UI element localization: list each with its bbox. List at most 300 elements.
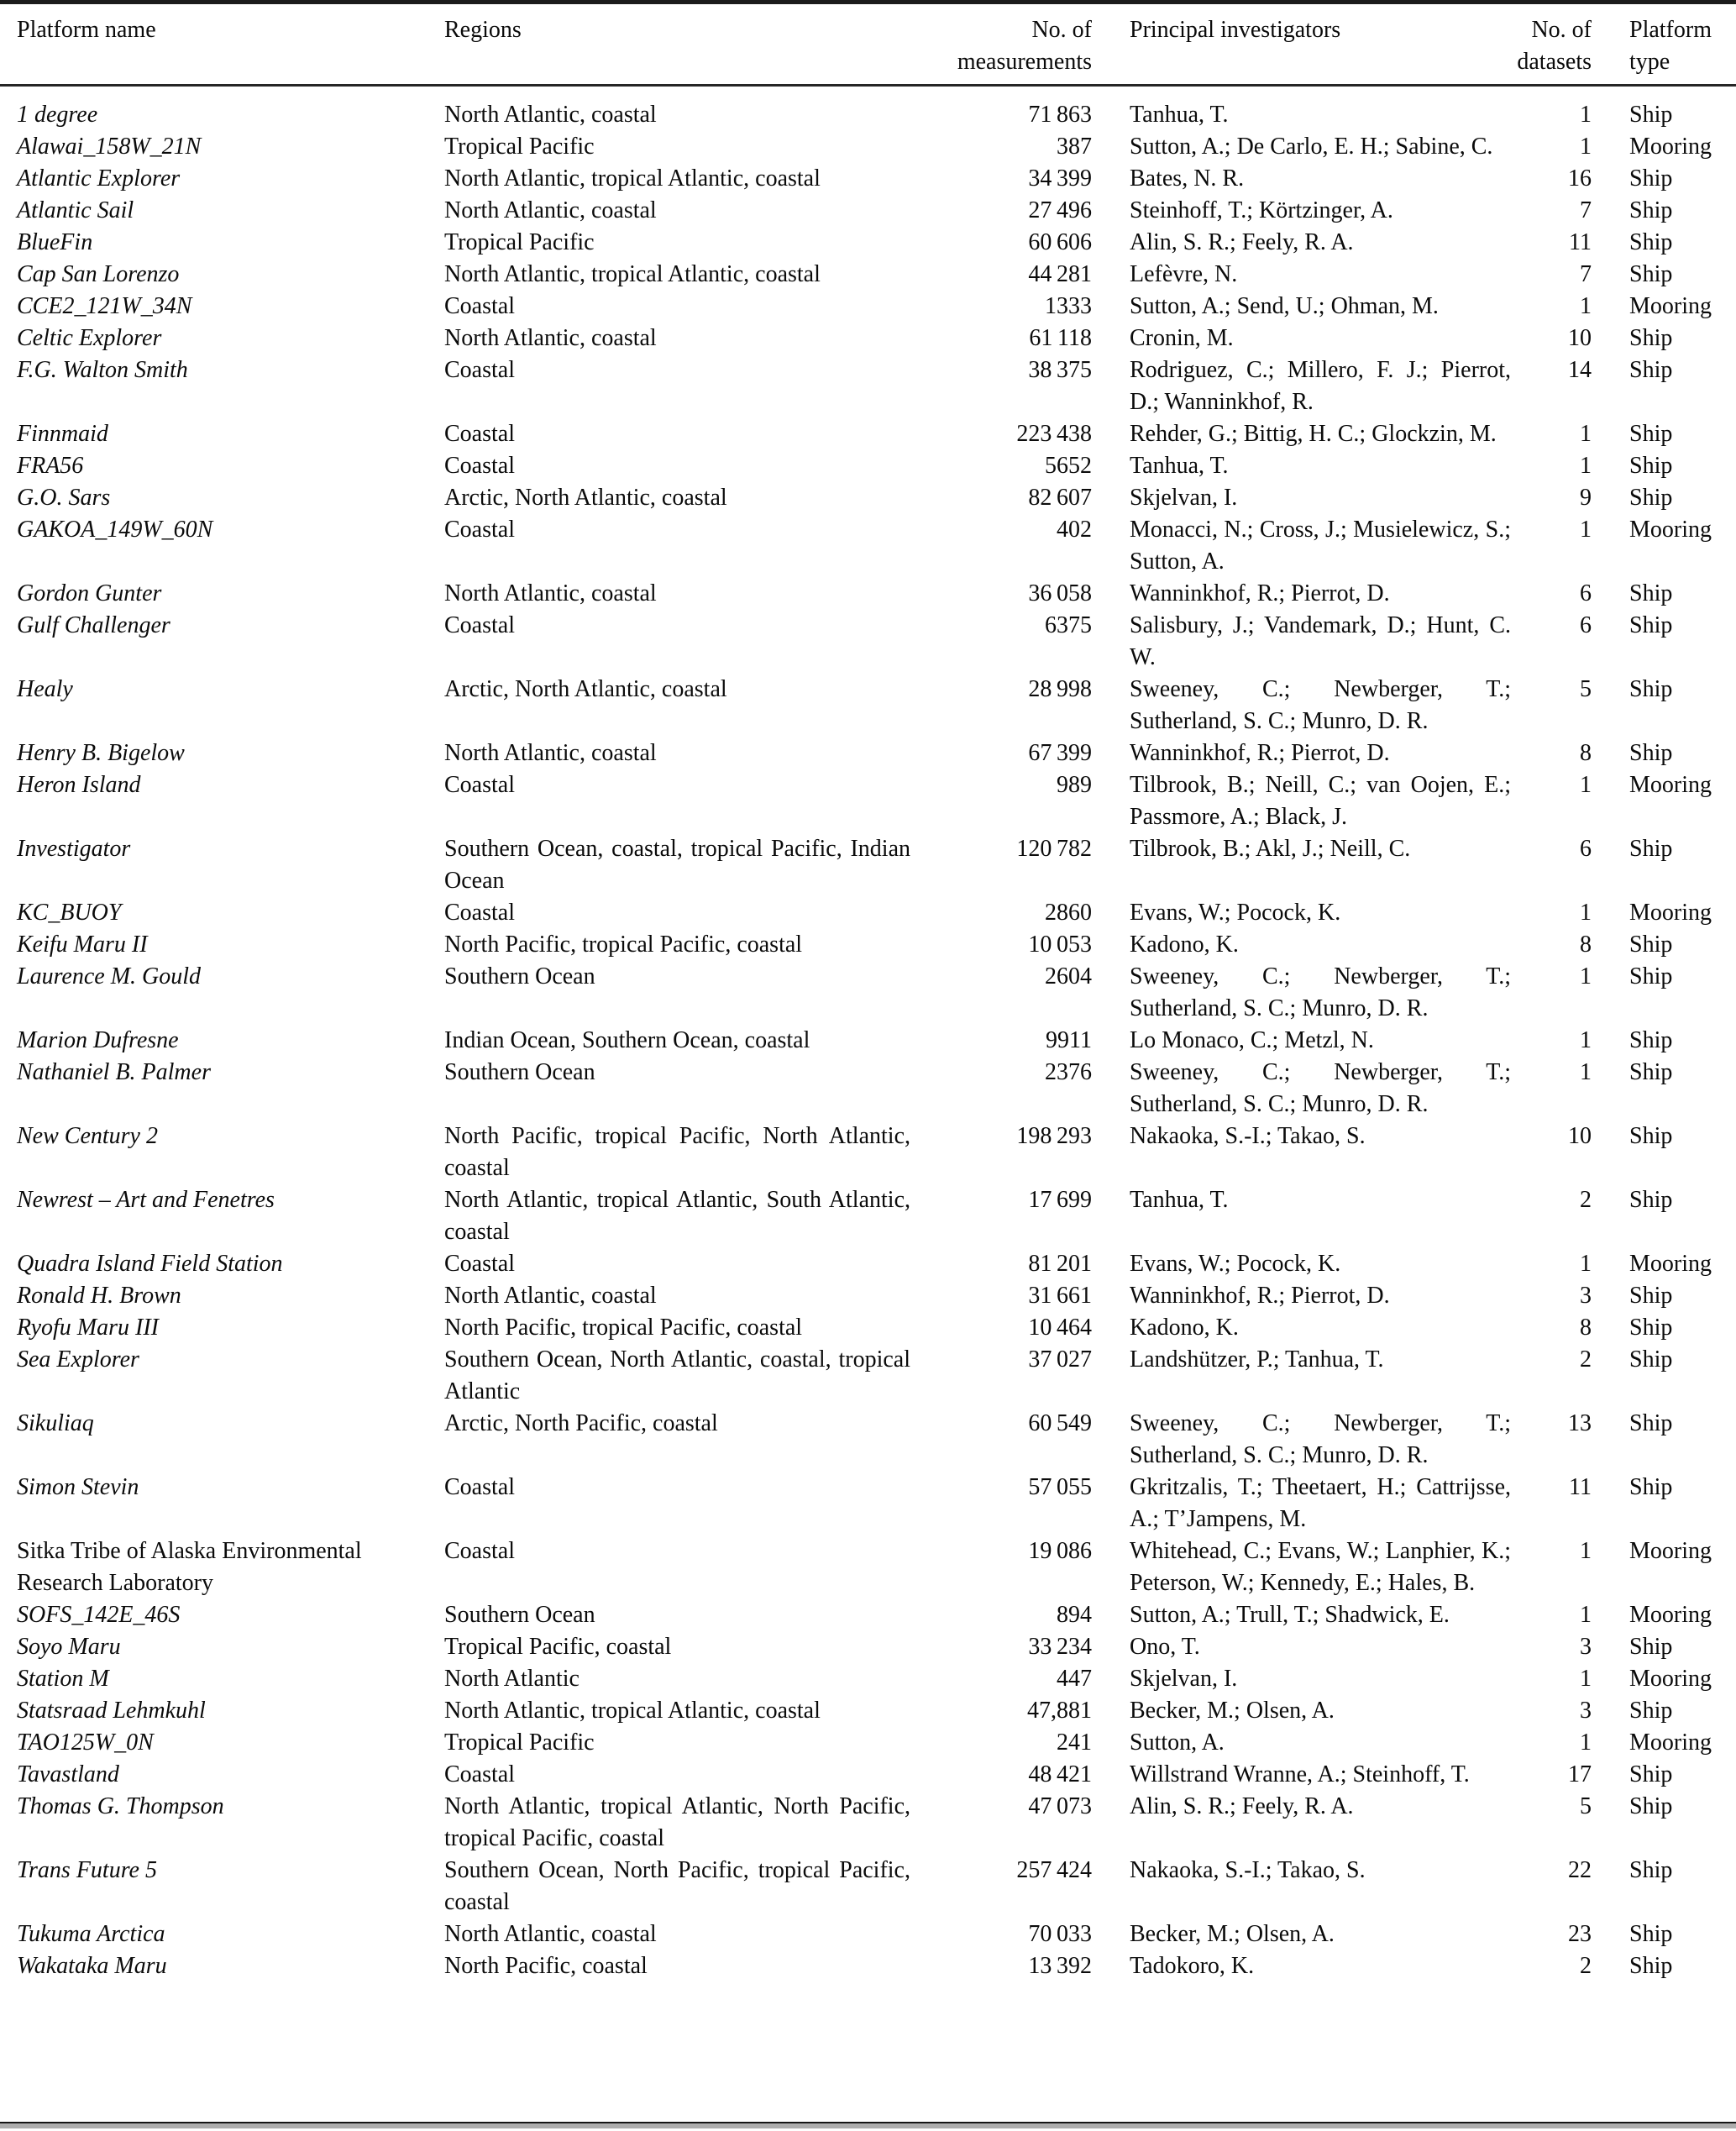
platform-name-cell: Gulf Challenger	[17, 612, 170, 638]
datasets-count-cell: 1	[1580, 900, 1592, 926]
regions-cell: North Atlantic, coastal	[444, 325, 657, 351]
measurements-count-cell: 10 464	[1028, 1315, 1092, 1341]
measurements-count-cell: 60 606	[1028, 229, 1092, 255]
platform-name-cell: Atlantic Explorer	[17, 165, 181, 192]
platform-name-cell: Atlantic Sail	[17, 197, 134, 223]
platform-name-cell: Laurence M. Gould	[17, 963, 202, 989]
measurements-count-cell: 2860	[1045, 900, 1092, 926]
datasets-count-cell: 2	[1580, 1953, 1592, 1979]
principal-investigators-cell: Becker, M.; Olsen, A.	[1130, 1921, 1335, 1947]
table-row	[17, 1918, 1736, 1950]
platform-name-cell: Nathaniel B. Palmer	[17, 1059, 211, 1085]
platform-type-cell: Ship	[1629, 1187, 1673, 1213]
column-header-line: No. of	[1531, 17, 1592, 43]
table-row	[17, 1472, 1736, 1535]
table-row	[17, 1631, 1736, 1663]
measurements-count-cell: 989	[1057, 772, 1092, 798]
datasets-count-cell: 1	[1580, 421, 1592, 447]
principal-investigators-cell: Salisbury, J.; Vandemark, D.; Hunt, C. W.	[1130, 612, 1511, 670]
column-header-line: measurements	[957, 49, 1092, 75]
measurements-count-cell: 447	[1057, 1666, 1092, 1692]
measurements-count-cell: 6375	[1045, 612, 1092, 638]
table-row	[17, 1184, 1736, 1248]
measurements-count-cell: 1333	[1045, 293, 1092, 319]
measurements-count-cell: 67 399	[1028, 740, 1092, 766]
table-header-row	[0, 4, 1736, 78]
platform-name-cell: FRA56	[17, 453, 84, 479]
measurements-count-cell: 57 055	[1028, 1474, 1092, 1500]
table-row	[17, 1759, 1736, 1791]
measurements-count-cell: 34 399	[1028, 165, 1092, 192]
table-row	[17, 961, 1736, 1025]
regions-cell: Arctic, North Atlantic, coastal	[444, 676, 727, 702]
measurements-count-cell: 60 549	[1028, 1410, 1092, 1436]
platform-type-cell: Mooring	[1629, 1602, 1712, 1628]
table-row	[17, 1791, 1736, 1855]
platform-name-cell: Investigator	[17, 836, 131, 862]
principal-investigators-cell: Tanhua, T.	[1130, 102, 1229, 128]
principal-investigators-cell: Lefèvre, N.	[1130, 261, 1238, 287]
platform-name-cell: 1 degree	[17, 102, 98, 128]
datasets-count-cell: 7	[1580, 197, 1592, 223]
table-row	[17, 1950, 1736, 1982]
measurements-count-cell: 387	[1057, 134, 1092, 160]
principal-investigators-cell: Tilbrook, B.; Akl, J.; Neill, C.	[1130, 836, 1411, 862]
table-row	[17, 769, 1736, 833]
table-row	[17, 1535, 1736, 1599]
platform-name-cell: Marion Dufresne	[17, 1027, 179, 1053]
table-row	[17, 354, 1736, 418]
column-header-line	[17, 46, 444, 78]
regions-cell: North Pacific, tropical Pacific, North Atlantic, coastal	[444, 1123, 910, 1181]
principal-investigators-cell: Evans, W.; Pocock, K.	[1130, 1251, 1341, 1277]
platform-name-cell: Henry B. Bigelow	[17, 740, 185, 766]
column-header-line	[1130, 46, 1516, 78]
platform-type-cell: Ship	[1629, 421, 1673, 447]
measurements-count-cell: 13 392	[1028, 1953, 1092, 1979]
principal-investigators-cell: Evans, W.; Pocock, K.	[1130, 900, 1341, 926]
datasets-count-cell: 1	[1580, 102, 1592, 128]
regions-cell: North Atlantic, tropical Atlantic, coastal	[444, 165, 821, 192]
platform-name-cell: Statsraad Lehmkuhl	[17, 1698, 206, 1724]
datasets-count-cell: 1	[1580, 1059, 1592, 1085]
datasets-count-cell: 11	[1569, 1474, 1592, 1500]
measurements-count-cell: 36 058	[1028, 580, 1092, 606]
principal-investigators-cell: Whitehead, C.; Evans, W.; Lanphier, K.; Peterson, W.; Kennedy, E.; Hales, B.	[1130, 1538, 1511, 1596]
datasets-count-cell: 10	[1568, 325, 1592, 351]
platform-type-cell: Ship	[1629, 1698, 1673, 1724]
regions-cell: North Atlantic, coastal	[444, 102, 657, 128]
principal-investigators-cell: Tadokoro, K.	[1130, 1953, 1255, 1979]
platform-type-cell: Ship	[1629, 1346, 1673, 1373]
principal-investigators-cell: Sutton, A.; Send, U.; Ohman, M.	[1130, 293, 1439, 319]
platform-type-cell: Ship	[1629, 963, 1673, 989]
principal-investigators-cell: Sutton, A.; Trull, T.; Shadwick, E.	[1130, 1602, 1450, 1628]
datasets-count-cell: 1	[1580, 1027, 1592, 1053]
measurements-count-cell: 28 998	[1028, 676, 1092, 702]
platform-name-cell: BlueFin	[17, 229, 93, 255]
platform-name-cell: Sitka Tribe of Alaska Environmental Research Laboratory	[17, 1538, 362, 1596]
regions-cell: North Pacific, tropical Pacific, coastal	[444, 1315, 803, 1341]
column-header-principal-investigators	[1092, 14, 1516, 78]
regions-cell: Southern Ocean	[444, 1602, 595, 1628]
platform-name-cell: GAKOA_149W_60N	[17, 517, 213, 543]
principal-investigators-cell: Ono, T.	[1130, 1634, 1200, 1660]
measurements-count-cell: 44 281	[1028, 261, 1092, 287]
measurements-count-cell: 2376	[1045, 1059, 1092, 1085]
datasets-count-cell: 6	[1580, 580, 1592, 606]
principal-investigators-cell: Sweeney, C.; Newberger, T.; Sutherland, S. C.; Munro, D. R.	[1130, 676, 1511, 734]
table-row	[17, 1057, 1736, 1121]
table-row	[17, 674, 1736, 737]
column-header-platform-type	[1592, 14, 1736, 78]
datasets-count-cell: 1	[1580, 134, 1592, 160]
datasets-count-cell: 8	[1580, 932, 1592, 958]
datasets-count-cell: 1	[1580, 293, 1592, 319]
measurements-count-cell: 47 073	[1028, 1793, 1092, 1819]
platform-name-cell: Thomas G. Thompson	[17, 1793, 224, 1819]
platform-type-cell: Ship	[1629, 1921, 1673, 1947]
platform-name-cell: KC_BUOY	[17, 900, 122, 926]
table-row	[17, 99, 1736, 131]
regions-cell: North Atlantic, coastal	[444, 1921, 657, 1947]
regions-cell: North Atlantic, coastal	[444, 580, 657, 606]
regions-cell: Coastal	[444, 900, 515, 926]
datasets-count-cell: 1	[1580, 1666, 1592, 1692]
column-header-line	[444, 46, 915, 78]
platform-name-cell: Gordon Gunter	[17, 580, 162, 606]
platform-name-cell: Celtic Explorer	[17, 325, 162, 351]
platform-name-cell: Healy	[17, 676, 73, 702]
platform-name-cell: Simon Stevin	[17, 1474, 139, 1500]
measurements-count-cell: 31 661	[1028, 1283, 1092, 1309]
principal-investigators-cell: Skjelvan, I.	[1130, 1666, 1238, 1692]
platform-type-cell: Mooring	[1629, 772, 1712, 798]
platform-type-cell: Mooring	[1629, 1666, 1712, 1692]
measurements-count-cell: 894	[1057, 1602, 1092, 1628]
table-row	[17, 929, 1736, 961]
table-bottom-rule	[0, 2122, 1736, 2128]
platform-type-cell: Ship	[1629, 165, 1673, 192]
platform-name-cell: Soyo Maru	[17, 1634, 121, 1660]
platform-name-cell: Station M	[17, 1666, 109, 1692]
table-row	[17, 227, 1736, 259]
platform-name-cell: TAO125W_0N	[17, 1729, 154, 1756]
regions-cell: Tropical Pacific	[444, 1729, 595, 1756]
measurements-count-cell: 402	[1057, 517, 1092, 543]
table-row	[17, 1312, 1736, 1344]
principal-investigators-cell: Alin, S. R.; Feely, R. A.	[1130, 229, 1354, 255]
measurements-count-cell: 120 782	[1016, 836, 1092, 862]
measurements-count-cell: 61 118	[1029, 325, 1092, 351]
table-row	[17, 1344, 1736, 1408]
platform-type-cell: Ship	[1629, 357, 1673, 383]
principal-investigators-cell: Steinhoff, T.; Körtzinger, A.	[1130, 197, 1393, 223]
platform-type-cell: Ship	[1629, 1283, 1673, 1309]
regions-cell: North Atlantic, tropical Atlantic, South Atlantic, coastal	[444, 1187, 910, 1245]
platform-type-cell: Mooring	[1629, 517, 1712, 543]
regions-cell: North Atlantic, tropical Atlantic, coastal	[444, 1698, 821, 1724]
datasets-count-cell: 11	[1569, 229, 1592, 255]
datasets-count-cell: 5	[1580, 676, 1592, 702]
platform-type-cell: Ship	[1629, 1953, 1673, 1979]
platform-type-cell: Ship	[1629, 740, 1673, 766]
datasets-count-cell: 9	[1580, 485, 1592, 511]
principal-investigators-cell: Wanninkhof, R.; Pierrot, D.	[1130, 740, 1390, 766]
platform-type-cell: Ship	[1629, 1315, 1673, 1341]
platform-name-cell: CCE2_121W_34N	[17, 293, 192, 319]
platform-name-cell: Wakataka Maru	[17, 1953, 167, 1979]
platform-type-cell: Ship	[1629, 1857, 1673, 1883]
platform-name-cell: Sea Explorer	[17, 1346, 139, 1373]
regions-cell: North Pacific, coastal	[444, 1953, 648, 1979]
measurements-count-cell: 241	[1057, 1729, 1092, 1756]
regions-cell: Tropical Pacific	[444, 134, 595, 160]
platform-name-cell: Trans Future 5	[17, 1857, 157, 1883]
datasets-count-cell: 1	[1580, 772, 1592, 798]
datasets-count-cell: 1	[1580, 1729, 1592, 1756]
platform-type-cell: Mooring	[1629, 293, 1712, 319]
platform-type-cell: Ship	[1629, 1027, 1673, 1053]
measurements-count-cell: 27 496	[1028, 197, 1092, 223]
regions-cell: Southern Ocean, North Atlantic, coastal, tropical Atlantic	[444, 1346, 910, 1404]
platform-type-cell: Ship	[1629, 836, 1673, 862]
regions-cell: Coastal	[444, 1474, 515, 1500]
datasets-count-cell: 16	[1568, 165, 1592, 192]
datasets-count-cell: 1	[1580, 1251, 1592, 1277]
regions-cell: Coastal	[444, 357, 515, 383]
datasets-count-cell: 3	[1580, 1634, 1592, 1660]
platform-name-cell: Cap San Lorenzo	[17, 261, 180, 287]
measurements-count-cell: 70 033	[1028, 1921, 1092, 1947]
table-row	[17, 514, 1736, 578]
table-row	[17, 291, 1736, 323]
datasets-count-cell: 13	[1568, 1410, 1592, 1436]
table-row	[17, 1599, 1736, 1631]
principal-investigators-cell: Sweeney, C.; Newberger, T.; Sutherland, S. C.; Munro, D. R.	[1130, 963, 1511, 1021]
column-header-line: Regions	[444, 17, 522, 43]
table-row	[17, 1121, 1736, 1184]
regions-cell: North Atlantic, tropical Atlantic, North Pacific, tropical Pacific, coastal	[444, 1793, 910, 1851]
principal-investigators-cell: Sweeney, C.; Newberger, T.; Sutherland, S. C.; Munro, D. R.	[1130, 1059, 1511, 1117]
table-row	[17, 1248, 1736, 1280]
principal-investigators-cell: Bates, N. R.	[1130, 165, 1245, 192]
measurements-count-cell: 2604	[1045, 963, 1092, 989]
platform-type-cell: Ship	[1629, 485, 1673, 511]
table-row	[17, 897, 1736, 929]
regions-cell: Coastal	[444, 612, 515, 638]
principal-investigators-cell: Tanhua, T.	[1130, 453, 1229, 479]
principal-investigators-cell: Rodriguez, C.; Millero, F. J.; Pierrot, D.; Wanninkhof, R.	[1130, 357, 1511, 415]
regions-cell: Coastal	[444, 1251, 515, 1277]
principal-investigators-cell: Kadono, K.	[1130, 1315, 1239, 1341]
measurements-count-cell: 81 201	[1028, 1251, 1092, 1277]
platform-type-cell: Ship	[1629, 1059, 1673, 1085]
table-row	[17, 1855, 1736, 1918]
measurements-count-cell: 223 438	[1016, 421, 1092, 447]
measurements-count-cell: 9911	[1046, 1027, 1092, 1053]
platform-type-cell: Ship	[1629, 1793, 1673, 1819]
datasets-count-cell: 1	[1580, 517, 1592, 543]
table-row	[17, 1025, 1736, 1057]
platform-type-cell: Ship	[1629, 102, 1673, 128]
principal-investigators-cell: Becker, M.; Olsen, A.	[1130, 1698, 1335, 1724]
measurements-count-cell: 71 863	[1028, 102, 1092, 128]
platform-name-cell: F.G. Walton Smith	[17, 357, 188, 383]
regions-cell: North Atlantic, coastal	[444, 197, 657, 223]
table-row	[17, 1663, 1736, 1695]
regions-cell: Tropical Pacific	[444, 229, 595, 255]
platform-name-cell: Heron Island	[17, 772, 141, 798]
platform-type-cell: Ship	[1629, 676, 1673, 702]
regions-cell: North Pacific, tropical Pacific, coastal	[444, 932, 803, 958]
platform-name-cell: Quadra Island Field Station	[17, 1251, 283, 1277]
table-row	[17, 833, 1736, 897]
table-row	[17, 418, 1736, 450]
column-header-regions	[444, 14, 915, 78]
principal-investigators-cell: Sutton, A.; De Carlo, E. H.; Sabine, C.	[1130, 134, 1493, 160]
principal-investigators-cell: Tilbrook, B.; Neill, C.; van Oojen, E.; Passmore, A.; Black, J.	[1130, 772, 1511, 830]
platform-type-cell: Ship	[1629, 612, 1673, 638]
regions-cell: Arctic, North Atlantic, coastal	[444, 485, 727, 511]
table-row	[17, 131, 1736, 163]
datasets-count-cell: 8	[1580, 1315, 1592, 1341]
regions-cell: Arctic, North Pacific, coastal	[444, 1410, 718, 1436]
datasets-count-cell: 22	[1568, 1857, 1592, 1883]
table-row	[17, 195, 1736, 227]
platform-name-cell: SOFS_142E_46S	[17, 1602, 181, 1628]
principal-investigators-cell: Kadono, K.	[1130, 932, 1239, 958]
datasets-count-cell: 23	[1568, 1921, 1592, 1947]
platform-name-cell: Ryofu Maru III	[17, 1315, 159, 1341]
regions-cell: Coastal	[444, 772, 515, 798]
datasets-count-cell: 2	[1580, 1346, 1592, 1373]
measurements-count-cell: 37 027	[1028, 1346, 1092, 1373]
measurements-count-cell: 38 375	[1028, 357, 1092, 383]
platform-type-cell: Ship	[1629, 197, 1673, 223]
platform-type-cell: Mooring	[1629, 900, 1712, 926]
datasets-count-cell: 1	[1580, 963, 1592, 989]
principal-investigators-cell: Cronin, M.	[1130, 325, 1234, 351]
measurements-count-cell: 198 293	[1016, 1123, 1092, 1149]
datasets-count-cell: 6	[1580, 836, 1592, 862]
table-row	[17, 1280, 1736, 1312]
regions-cell: Southern Ocean	[444, 1059, 595, 1085]
measurements-count-cell: 82 607	[1028, 485, 1092, 511]
datasets-count-cell: 8	[1580, 740, 1592, 766]
platform-type-cell: Mooring	[1629, 1729, 1712, 1756]
regions-cell: Coastal	[444, 517, 515, 543]
table-row	[17, 1727, 1736, 1759]
datasets-count-cell: 1	[1580, 1538, 1592, 1564]
regions-cell: Indian Ocean, Southern Ocean, coastal	[444, 1027, 810, 1053]
datasets-count-cell: 14	[1568, 357, 1592, 383]
column-header-line: type	[1629, 49, 1670, 75]
column-header-line: No. of	[1031, 17, 1092, 43]
platform-type-cell: Ship	[1629, 229, 1673, 255]
principal-investigators-cell: Willstrand Wranne, A.; Steinhoff, T.	[1130, 1761, 1470, 1787]
platform-type-cell: Ship	[1629, 1634, 1673, 1660]
platform-name-cell: Finnmaid	[17, 421, 108, 447]
column-header-line: Principal investigators	[1130, 17, 1341, 43]
measurements-count-cell: 10 053	[1028, 932, 1092, 958]
table-row	[17, 450, 1736, 482]
measurements-count-cell: 48 421	[1028, 1761, 1092, 1787]
platform-name-cell: Tukuma Arctica	[17, 1921, 165, 1947]
datasets-count-cell: 1	[1580, 1602, 1592, 1628]
datasets-count-cell: 3	[1580, 1283, 1592, 1309]
regions-cell: North Atlantic, tropical Atlantic, coastal	[444, 261, 821, 287]
platform-type-cell: Mooring	[1629, 1538, 1712, 1564]
column-header-line: datasets	[1517, 49, 1592, 75]
platform-type-cell: Ship	[1629, 261, 1673, 287]
measurements-count-cell: 5652	[1045, 453, 1092, 479]
regions-cell: Southern Ocean	[444, 963, 595, 989]
platform-name-cell: G.O. Sars	[17, 485, 111, 511]
table-row	[17, 259, 1736, 291]
principal-investigators-cell: Landshützer, P.; Tanhua, T.	[1130, 1346, 1384, 1373]
platform-type-cell: Ship	[1629, 1410, 1673, 1436]
regions-cell: Southern Ocean, North Pacific, tropical Pacific, coastal	[444, 1857, 910, 1915]
datasets-count-cell: 10	[1568, 1123, 1592, 1149]
platform-type-cell: Mooring	[1629, 134, 1712, 160]
regions-cell: North Atlantic	[444, 1666, 580, 1692]
principal-investigators-cell: Nakaoka, S.-I.; Takao, S.	[1130, 1857, 1366, 1883]
platform-type-cell: Ship	[1629, 1474, 1673, 1500]
platform-name-cell: Sikuliaq	[17, 1410, 94, 1436]
principal-investigators-cell: Alin, S. R.; Feely, R. A.	[1130, 1793, 1354, 1819]
table-row	[17, 482, 1736, 514]
column-header-platform-name	[17, 14, 444, 78]
principal-investigators-cell: Rehder, G.; Bittig, H. C.; Glockzin, M.	[1130, 421, 1497, 447]
regions-cell: Coastal	[444, 293, 515, 319]
datasets-count-cell: 7	[1580, 261, 1592, 287]
regions-cell: Southern Ocean, coastal, tropical Pacific, Indian Ocean	[444, 836, 910, 894]
regions-cell: North Atlantic, coastal	[444, 740, 657, 766]
principal-investigators-cell: Skjelvan, I.	[1130, 485, 1238, 511]
platform-name-cell: Newrest – Art and Fenetres	[17, 1187, 275, 1213]
principal-investigators-cell: Sweeney, C.; Newberger, T.; Sutherland, S. C.; Munro, D. R.	[1130, 1410, 1511, 1468]
table-row	[17, 323, 1736, 354]
regions-cell: North Atlantic, coastal	[444, 1283, 657, 1309]
platform-type-cell: Ship	[1629, 1761, 1673, 1787]
platform-type-cell: Ship	[1629, 325, 1673, 351]
table-row	[17, 163, 1736, 195]
principal-investigators-cell: Wanninkhof, R.; Pierrot, D.	[1130, 580, 1390, 606]
principal-investigators-cell: Nakaoka, S.-I.; Takao, S.	[1130, 1123, 1366, 1149]
datasets-count-cell: 3	[1580, 1698, 1592, 1724]
datasets-count-cell: 1	[1580, 453, 1592, 479]
platform-type-cell: Ship	[1629, 580, 1673, 606]
platform-name-cell: Alawai_158W_21N	[17, 134, 202, 160]
platform-type-cell: Ship	[1629, 932, 1673, 958]
measurements-count-cell: 47,881	[1027, 1698, 1092, 1724]
principal-investigators-cell: Sutton, A.	[1130, 1729, 1225, 1756]
datasets-count-cell: 6	[1580, 612, 1592, 638]
platform-type-cell: Ship	[1629, 453, 1673, 479]
datasets-count-cell: 2	[1580, 1187, 1592, 1213]
measurements-count-cell: 257 424	[1016, 1857, 1092, 1883]
principal-investigators-cell: Tanhua, T.	[1130, 1187, 1229, 1213]
column-header-measurements	[915, 14, 1092, 78]
regions-cell: Coastal	[444, 1538, 515, 1564]
regions-cell: Tropical Pacific, coastal	[444, 1634, 672, 1660]
measurements-count-cell: 33 234	[1028, 1634, 1092, 1660]
platform-name-cell: Keifu Maru II	[17, 932, 148, 958]
measurements-count-cell: 19 086	[1028, 1538, 1092, 1564]
platform-name-cell: Tavastland	[17, 1761, 119, 1787]
platform-type-cell: Mooring	[1629, 1251, 1712, 1277]
